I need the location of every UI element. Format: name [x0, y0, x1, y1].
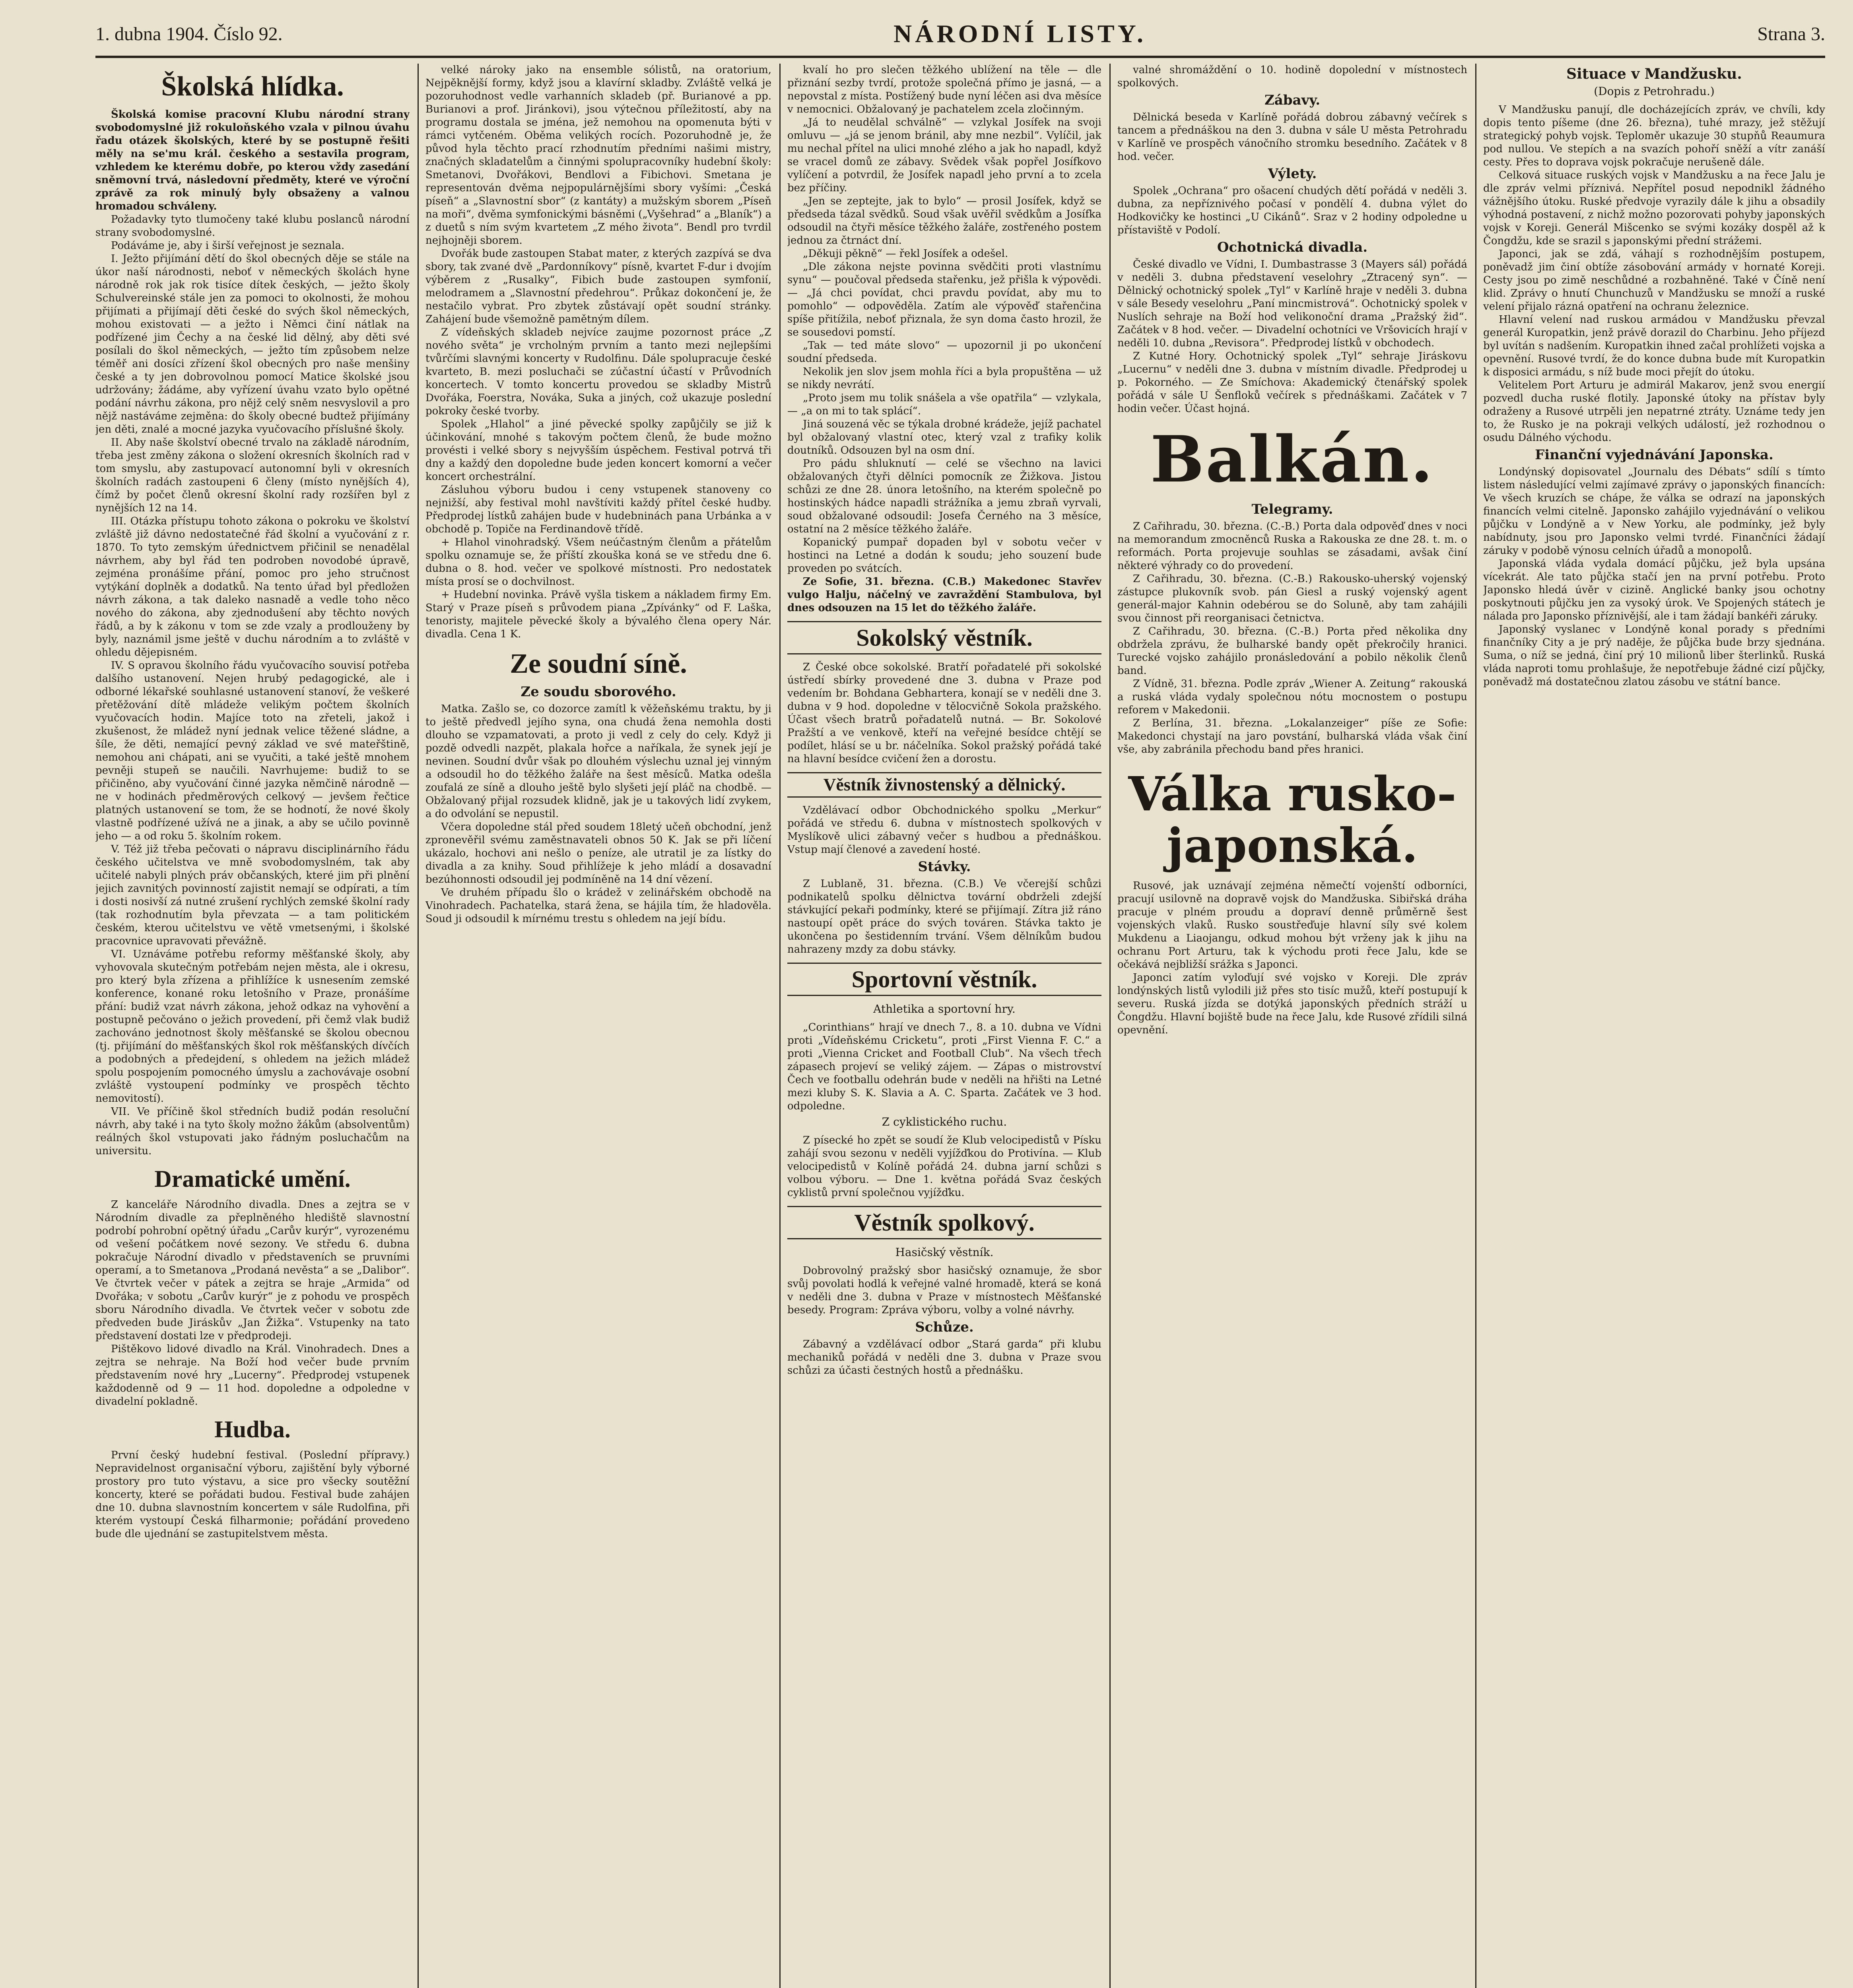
paragraph: IV. S opravou školního řádu vyučovacího souvisí potřeba dalšího ustanovení. Nejen hrubý pedagogické, ale i odborné lékařské souhlasné ustanovení stanoví, že veškeré přetěžování dítě mládeže velikým počtem školních vyučovacích hodin. Majíce toto na zřeteli, jakož i zkušenost, že mládež nyní jednak velice těžené sládne, a šíle, že děti, nemající pevný základ ve své mateřštině, nemohou ani chápati, ani se vyučiti, a také ještě mnohem pevněji stupeň se naučili. Navrhujeme: budiž to se přičiněno, aby vyučování činné jazyka němčině národně — ne v hodinách předměrových celkový — jevšem řečtice platných ustanovení se tom, že se hodnotí, že nové školy vlastně podřízené užívá ne a jinak, a aby se učilo povinně jeho — a od roku 5. školním rokem.: [95, 660, 410, 842]
paragraph: V. Též již třeba pečovati o nápravu disciplinárního řádu českého učitelstva ve mně svobodomyslném, tak aby učitelé nabyli plných práv občanských, které jim při plnění jejich zavnitých povinností zajistit nemají se odpírati, a tím i dosti nosivší zá nutné zrušení rychlých zemské školní rady (tak rozhodnutím byla převzata — a tam politickém českém, kterou učitelstvu ve větě vmetsenými, i školské pracovnice upravovati převážně.: [95, 843, 410, 947]
paragraph: Z Vídně, 31. března. Podle zpráv „Wiener A. Zeitung“ rakouská a ruská vláda vydaly společnou nótu mocnostem o postupu reforem v Makedonii.: [1117, 678, 1467, 716]
paragraph: valné shromáždění o 10. hodině dopolední v místnostech spolkových.: [1117, 64, 1467, 89]
page-number: Strana 3.: [1757, 23, 1825, 45]
paragraph: Zábavný a vzdělávací odbor „Stará garda“ při klubu mechaniků pořádá v neděli dne 3. dubna v Praze svou schůzi za účasti čestných hostů a přednášku.: [787, 1338, 1101, 1376]
paragraph: „Tak — ted máte slovo“ — upozornil ji po ukončení soudní předseda.: [787, 340, 1101, 365]
section-subheading: Z cyklistického ruchu.: [882, 1115, 1007, 1128]
issue-date: 1. dubna 1904. Číslo 92.: [95, 23, 283, 45]
paragraph: „Dle zákona nejste povinna svědčiti proti vlastnímu synu“ — poučoval předseda stařenku, jež přišla k výpovědi. — „Já chci povídat, chci pravdu povídat, aby mu to pomohlo“ — odpověděla. Zatím ale výpověď stařenčina spíše přitížila, neboť přiznala, že syn doma často hrozil, že se sousedovi pomstí.: [787, 261, 1101, 338]
section-subheading: Finanční vyjednávání Japonska.: [1535, 447, 1773, 463]
page-header: [95, 12, 1825, 58]
paragraph: VI. Uznáváme potřebu reformy měšťanské školy, aby vyhovovala skutečným potřebám nejen města, ale i okresu, pro který byla zřízena a přihlížíce k usnesením zemské konference, konané roku letošního v Praze, pronášíme přání: budiž vzat návrh zákona, jehož odkaz na vyhovění a postupně pečováno o ježich provedení, při čemž vlak budiž zachováno jednotnost školy měšťanské se školou obecnou (tj. přijímání do měšťanských škol rok měšťanských dívčích a podobných a předejdení, s ohledem na ježich mládež spolu pospojením pomocného úmyslu a zachovávaje osobní zvláště vystoupení podmínky ve prospěch těchto nemovitostí).: [95, 948, 410, 1105]
paragraph: Ze Sofie, 31. března. (C.B.) Makedonec Stavřev vulgo Halju, náčelný ve zavraždění Stambulova, byl dnes odsouzen na 15 let do těžkého žaláře.: [787, 576, 1101, 614]
paragraph: Z kanceláře Národního divadla. Dnes a zejtra se v Národním divadle za přeplněného hlediště slavnostní podrobí pohrobní opětný úřadu „Carův kurýr“, vyrozenému od vešení počátkem nové sezony. Ve středu 6. dubna pokračuje Národní divadlo v představeních se pruvními operamí, a to Smetanova „Prodaná nevěsta“ a se „Dalibor“. Ve čtvrtek večer v pátek a zejtra se hraje „Armida“ od Dvořáka; v sobotu „Carův kurýr“ je z pohodu ve prospěch sboru Národního divadla. Ve čtvrtek večer v sobotu zde předveden bude Jiráskův „Jan Žižka“. Vstupenky na tato představení dostati lze v předprodeji.: [95, 1199, 410, 1342]
paragraph: Ve druhém případu šlo o krádež v zelinářském obchodě na Vinohradech. Pachatelka, stará žena, se hájila tím, že hladověla. Soud ji odsoudil k mírnému trestu s ohledem na její bídu.: [425, 887, 771, 925]
section-heading: Balkán.: [1150, 422, 1435, 497]
paragraph: „Corinthians“ hrají ve dnech 7., 8. a 10. dubna ve Vídni proti „Vídeňskému Cricketu“, proti „First Vienna F. C.“ a proti „Vienna Cricket and Football Club“. Na všech třech zápasech projeví se veliký zájem. — Zápas o mistrovství Čech ve footballu odehrán bude v neděli na hřišti na Letné mezi kluby S. K. Slavia a A. C. Sparta. Začátek ve 3 hod. odpoledne.: [787, 1021, 1101, 1112]
column-divider: [779, 64, 781, 1988]
column-4: [1117, 64, 1467, 1988]
paragraph: I. Ježto přijímání dětí do škol obecných děje se stále na úkor naší národnosti, neboť v německých školách hyne národně rok jak rok tisíce dítek českých, — ježto školy Schulvereinské stále jen za pomoci to okolnosti, že mohou přijímati a přijímají děti české do svých škol německých, mohou existovati — a ježto i Němci činí nátlak na podřízené jim Čechy a na české lid dělný, aby děti své posílali do škol německých, — ježto tím způsobem nelze téměř ani dosíci zřízení škol obecných pro naše menšiny české a ty jen dobrovolnou pomocí Matice školské jsou udržovány; žádáme, aby vyřízení úvahu vzato bylo opětné podání návrhu zákona, pro nějž celý sněm nesvyslovil a pro nějž nastáváme zejměna: do školy obecné budtež přijímány jen děti, znalé a mocné jazyka vyučovacího příslušné školy.: [95, 253, 410, 435]
article-lead: Školská komise pracovní Klubu národní strany svobodomyslné již rokuloňského vzala v pilnou úvahu řadu otázek školských, které by se postupně řešiti měly na se'mu král. českého a sestavila program, vzhledem ke kterému dobře, po kterou vždy zasedání sněmovní trvá, následovní předměty, které ve výroční zprávě za rok minulý byly obsaženy a valnou hromadou schváleny.: [95, 109, 410, 212]
paragraph: Hlavní velení nad ruskou armádou v Mandžusku převzal generál Kuropatkin, jenž právě dorazil do Charbinu. Jeho příjezd byl uvítán s nadšením. Kuropatkin ihned začal prohlížeti vojska a opevnění. Rusové tvrdí, že do konce dubna bude mít Kuropatkin k disposici armádu, s níž bude moci přejít do útoku.: [1483, 314, 1825, 378]
section-heading: Situace v Mandžusku.: [1566, 66, 1742, 82]
column-divider: [1109, 64, 1111, 1988]
column-divider: [1475, 64, 1476, 1988]
section-heading: Ze soudní síně.: [510, 648, 687, 679]
paragraph: Dobrovolný pražský sbor hasičský oznamuje, že sbor svůj povolati hodlá k veřejné valné hromadě, která se koná v neděli dne 3. dubna v Praze v místnostech Měšťanské besedy. Program: Zpráva výboru, volby a volné návrhy.: [787, 1265, 1101, 1316]
section-heading: Hudba.: [214, 1416, 291, 1442]
paragraph: Japonská vláda vydala domácí půjčku, jež byla upsána vícekrát. Ale tato půjčka stačí jen na první potřebu. Proto Japonsko hledá úvěr v cizině. Anglické banky jsou ochotny poskytnouti půjčku jen za vysoký úrok. Ve Spojených státech je nálada pro Japonsko příznivější, ale i tam žádají bankéři záruky.: [1483, 558, 1825, 622]
paragraph: III. Otázka přístupu tohoto zákona o pokroku ve školství zvláště již dávno nedostatečné řád školní a vyučování z r. 1870. To tyto zemským úřednictvem přičinil se nenadělal návrhem, aby byl řád ten podroben novodobé úpravě, zejména pronášíme přání, pomoc pro jeho stručnost vytýkání doplněk a dodatků. Na tento úřad byl předložen návrh zákona, a tak daleko nasnadě a vedle toho něco nového do zákona, aby zjednodušení aby těchto nových řádů, a by k zákonu v tom se zde vzaly a prodlouženy by byly, naznámil jsme ještě v duchu národním a to zvláště v ohledu dějepisném.: [95, 515, 410, 658]
paragraph: „Děkuji pěkně“ — řekl Josífek a odešel.: [803, 248, 1008, 260]
paragraph: Spolek „Hlahol“ a jiné pěvecké spolky zapůjčily se již k účinkování, mnohé s takovým počtem členů, že bude možno provésti i velké sbory s nejvyšším úspěchem. Festival potrvá tři dny a každý den dopoledne bude jeden koncert komorní a večer koncert orchestrální.: [425, 418, 771, 483]
paragraph: Japonci, jak se zdá, váhají s rozhodnějším postupem, poněvadž jim činí obtíže zásobování armády v hornaté Koreji. Cesty jsou po zimě neschůdné a rozbahněné. Také v Číně není klid. Zprávy o hnutí Chunchuzů v Mandžusku se množí a ruské velení přijalo rázná opatření na ochranu železnice.: [1483, 248, 1825, 313]
paragraph: Z Cařihradu, 30. března. (C.-B.) Porta dala odpověď dnes v noci na memorandum zmocněnců Ruska a Rakouska ze dne 28. t. m. o reformách. Porta projevuje souhlas se zásadami, avšak činí některé výhrady co do provedení.: [1117, 520, 1467, 572]
section-heading: Věstník živnostenský a dělnický.: [787, 772, 1101, 798]
masthead-title: NÁRODNÍ LISTY.: [893, 19, 1147, 48]
column-2: [425, 64, 771, 1988]
paragraph: Japonský vyslanec v Londýně konal porady s předními finančníky City a je prý naděje, že půjčka bude brzy sjednána. Suma, o níž se jedná, činí prý 10 milionů liber šterlinků. Ruská vláda naproti tomu prohlašuje, že nepotřebuje žádné cizí půjčky, poněvadž má dostatečnou zlatou zásobu ve státní bance.: [1483, 623, 1825, 688]
section-subheading: Výlety.: [1268, 166, 1317, 182]
paragraph: Celková situace ruských vojsk v Mandžusku a na řece Jalu je dle zpráv velmi příznivá. Nepřítel posud nepodnikl žádného vážnějšího útoku. Ruské předvoje vyrazily dále k jihu a obsadily výhodná postavení, z nichž možno pozorovati pohyby japonských vojsk v Koreji. Generál Mišcenko se svými kozáky dospěl až k Čongdžu, kde se srazil s japonskými přední strážemi.: [1483, 169, 1825, 247]
paragraph: Z Cařihradu, 30. března. (C.-B.) Porta před několika dny obdržela zprávu, že bulharské bandy opět překročily hranici. Turecké vojsko zahájilo pronásledování a pobilo několik členů band.: [1117, 625, 1467, 677]
section-subheading: Zábavy.: [1264, 92, 1321, 108]
paragraph: Dvořák bude zastoupen Stabat mater, z kterých zazpívá se dva sbory, tak zvané dvě „Pardonníkovy“ písně, kvartet F-dur i dvojím výběrem z „Rusalky“, Fibich bude zastoupen symfonií, melodramem a „Slavnostní předehrou“. Průkaz dokončení je, že nestačilo vybrat. Pro zbytek zůstávají opět soudní stránky. Zahájení bude všemožně pamětným dílem.: [425, 248, 771, 325]
paragraph: Vzdělávací odbor Obchodnického spolku „Merkur“ pořádá ve středu 6. dubna v místnostech spolkových v Myslíkově ulici zábavný večer s hudbou a přednáškou. Vstup mají členové a zavedení hosté.: [787, 804, 1101, 856]
paragraph: VII. Ve příčině škol středních budiž podán resoluční návrh, aby také i na tyto školy možno žákům (absolventům) reálných škol vstupovati jako řádným posluchačům na universitu.: [95, 1106, 410, 1157]
paragraph: Z Kutné Hory. Ochotnický spolek „Tyl“ sehraje Jiráskovu „Lucernu“ v neděli dne 3. dubna v místním divadle. Předprodej u p. Pokorného. — Ze Smíchova: Akademický čtenářský spolek pořádá v sále U Šenfloků večírek s přednáškami. Začátek v 7 hodin večer. Účast hojná.: [1117, 350, 1467, 415]
section-heading: Školská hlídka.: [161, 71, 344, 102]
paragraph: „Jen se zeptejte, jak to bylo“ — prosil Josífek, když se předseda tázal svědků. Soud však uvěřil svědkům a Josífka odsoudil na čtyři měsíce těžkého žaláře, zostřeného postem jednou za čtrnáct dní.: [787, 195, 1101, 247]
paragraph: V Mandžusku panují, dle docházejících zpráv, ve chvíli, kdy dopis tento píšeme (dne 26. března), tuhé mrazy, jež stěžují strategický pohyb vojsk. Teploměr ukazuje 30 stupňů Reaumura pod nullou. Ve stepích a na svazích pohoří sněží a vítr zanáší cesty. Přes to doprava vojsk pokračuje nerušeně dále.: [1483, 104, 1825, 168]
paragraph: Spolek „Ochrana“ pro ošacení chudých dětí pořádá v neděli 3. dubna, za nepříznivého počasí v pondělí 4. dubna výlet do Hodkovičky ke hostinci „U Cikánů“. Sraz v 2 hodiny odpoledne u přístaviště v Podolí.: [1117, 185, 1467, 236]
paragraph: Nekolik jen slov jsem mohla říci a byla propuštěna — už se nikdy nevrátí.: [787, 366, 1101, 391]
section-heading: Válka rusko-japonská.: [1128, 766, 1457, 873]
paragraph: Jiná souzená věc se týkala drobné krádeže, jejíž pachatel byl obžalovaný vlastní otec, který vzal z trafiky kolik doutníků. Odsouzen byl na osm dní.: [787, 418, 1101, 456]
paragraph: Z písecké ho zpět se soudí že Klub velocipedistů v Písku zahájí svou sezonu v neděli vyjížďkou do Protivína. — Klub velocipedistů v Kolíně pořádá 24. dubna jarní schůzi s volbou výboru. — Dne 1. května pořádá Svaz českých cyklistů první společnou vyjížďku.: [787, 1134, 1101, 1199]
paragraph: II. Aby naše školství obecné trvalo na základě národním, třeba jest změny zákona o složení okresních školních rad v tom smyslu, aby zastupovací autonomní byli v okresních školních radách zastoupeni 6 členy (místo nynějších 4), čímž by počet členů okresní školní rady rozšířen byl z nynějších 12 na 14.: [95, 437, 410, 514]
paragraph: Podáváme je, aby i širší veřejnost je seznala.: [111, 240, 345, 252]
section-subheading: (Dopis z Petrohradu.): [1594, 85, 1715, 98]
paragraph: První český hudební festival. (Poslední přípravy.) Nepravidelnost organisační výboru, zajištění byly výborné prostory pro tuto výstavu, a sice pro všecky soutěžní koncerty, které se pořádati budou. Festival bude zahájen dne 10. dubna slavnostním koncertem v sále Rudolfina, při kterém vystoupí Česká filharmonie; pořádání provedeno bude dle ujednání se zastupitelstvem města.: [95, 1449, 410, 1540]
paragraph: Pro pádu shluknutí — celé se všechno na lavici obžalovaných čtyři dělníci pomocník ze Žižkova. Jistou schůzi ze dne 28. února letošního, na kterém společně po hostinských hádce napadli strážníka a jemu zbraň vyrvali, soud obžalované odsoudil: Josefa Černého na 3 měsíce, ostatní na 2 měsíce těžkého žaláře.: [787, 458, 1101, 535]
section-subheading: Telegramy.: [1251, 501, 1333, 517]
paragraph: Z Lublaně, 31. března. (C.B.) Ve včerejší schůzi podnikatelů spolku dělnictva tovární obdrželi zdejší stávkující pekaři podmínky, které se přijímají. Zítra již ráno nastoupí opět práce do svých továren. Stávka takto je ukončena po šestidenním trvání. Všem dělníkům budou nahrazeny mzdy za dobu stávky.: [787, 878, 1101, 955]
paragraph: Včera dopoledne stál před soudem 18letý učeň obchodní, jenž zpronevěřil svému zaměstnavateli obnos 50 K. Jak se při líčení ukázalo, hochovi ani nešlo o peníze, ale utratil je za lístky do divadla a za knihy. Soud přihlížeje k jeho mládí a dosavadní bezúhonnosti odsoudil jej podmíněně na 14 dní vězení.: [425, 821, 771, 885]
paragraph: Zásluhou výboru budou i ceny vstupenek stanoveny co nejnižší, aby festival mohl navštíviti každý přítel české hudby. Předprodej lístků zahájen bude v hudebninách pana Urbánka a v obchodě p. Topiče na Ferdinandově třídě.: [425, 484, 771, 535]
section-subheading: Ze soudu sborového.: [521, 684, 676, 700]
column-3: [787, 64, 1101, 1988]
paragraph: + Hlahol vinohradský. Všem neúčastným členům a přátelům spolku oznamuje se, že příští zkouška koná se ve středu dne 6. dubna o 8. hod. večer ve spolkové místnosti. Pro nedostatek místa prosí se o dochvilnost.: [425, 536, 771, 588]
paragraph: „Já to neudělal schválně“ — vzlykal Josífek na svoji omluvu — „já se jenom bránil, aby mne nezbil“. Vylíčil, jak mu nechal přítel na ulici mnohé zlého a jak ho napadl, když se vracel domů ze zábavy. Svědek však popřel Josífkovo vylíčení a potvrdil, že Josífek napadl jeho první a to zcela bez příčiny.: [787, 116, 1101, 194]
paragraph: Matka. Zašlo se, co dozorce zamítl k věžeňskému traktu, by ji to ještě předvedl jejího syna, ona chudá žena nemohla dosti dlouho se vzpamatovati, a proto ji vedl z cely do cely. Když ji pozdě odvedli nazpět, plakala hořce a naříkala, že synek její je nevinen. Soudní dvůr však po dlouhém výslechu uznal jej vinným a odsoudil ho do těžkého žaláře na šest měsíců. Matka odešla zoufalá ze síně a dlouho ještě bylo slyšeti její pláč na chodbě. — Obžalovaný přijal rozsudek klidně, jak je u takových lidí zvykem, a do odvolání se nepustil.: [425, 703, 771, 820]
section-heading: Sportovní věstník.: [787, 963, 1101, 996]
paragraph: Kopanický pumpař dopaden byl v sobotu večer v hostinci na Letné a dodán k soudu; jeho souzení bude proveden po svátcích.: [787, 536, 1101, 575]
paragraph: velké nároky jako na ensemble sólistů, na oratorium, Nejpěknější formy, když jsou a klavírní skladby. Zvláště velká je pozoruhodnost vedle varhanních skladeb (př. Burianové a pp. Burianovi a prof. Jiránkovi), jsou výtečnou příležitostí, aby na programu dostala se jména, jež nemohou na opomenuta býti v rámci vytčeném. Oběma velikých rocích. Pozoruhodně je, že původ hyla těchto prací rzhodnutím předními našimi mistry, značných skladatelům a činnými spolupracovníky hudební školy: Smetanovi, Dvořákovi, Bendlovi a Fibichovi. Smetana je representován dvěma nejpopulárnějšími sbory vyšími: „Česká píseň“ a „Slavnostní sbor“ (z kantáty) a mužským sborem „Píseň na moři“, dvěma symfonickými básněmi („Vyšehrad“ a „Blaník“) a z duetů s ním svým kvartetem „Z mého života“. Bendl pro tvrdil nejhojněji sborem.: [425, 64, 771, 247]
paragraph: Z Berlína, 31. března. „Lokalanzeiger“ píše ze Sofie: Makedonci chystají na jaro povstání, bulharská vláda však činí vše, aby zabránila přechodu band přes hranici.: [1117, 717, 1467, 755]
paragraph: Z České obce sokolské. Bratří pořadatelé při sokolské ústředí sbírky provedené dne 3. dubna v Praze pod vedením br. Bohdana Gebhartera, konají se v neděli dne 3. dubna v 9 hod. dopoledne v tělocvičně Sokola pražského. Účast všech bratrů pořadatelů nutná. — Br. Sokolové Pražští a ve venkově, kteří na veřejné besídce chtějí se podílet, hlásí se u br. náčelníka. Sokol pražský pořádá také na hlavní besídce cvičení žen a dorostu.: [787, 661, 1101, 765]
section-subheading: Stávky.: [918, 859, 971, 875]
paragraph: + Hudební novinka. Právě vyšla tiskem a nákladem firmy Em. Starý v Praze píseň s průvodem piana „Zpívánky“ od F. Laška, tenoristy, majitele pěvecké školy a bývalého člena opery Nár. divadla. Cena 1 K.: [425, 589, 771, 640]
paragraph: Pištěkovo lidové divadlo na Král. Vinohradech. Dnes a zejtra se nehraje. Na Boží hod večer bude prvním představením nové hry „Lucerny“. Předprodej vstupenek každodenně od 9 — 11 hod. dopoledne a odpoledne v divadelní pokladně.: [95, 1343, 410, 1408]
paragraph: „Proto jsem mu tolik snášela a vše opatřila“ — vzlykala, — „a on mi to tak splácí“.: [787, 392, 1101, 417]
paragraph: Japonci zatím vyloďují své vojsko v Koreji. Dle zpráv londýnských listů vylodili již přes sto tisíc mužů, kteří postupují k severu. Ruská jízda se dotýká japonských předních stráží u Čongdžu. Hlavní bojiště bude na řece Jalu, kde Rusové zřídili silná opevnění.: [1117, 972, 1467, 1036]
paragraph: Velitelem Port Arturu je admirál Makarov, jenž svou energií pozvedl ducha ruské flotily. Japonské útoky na přístav byly odraženy a Rusové utrpěli jen nepatrné ztráty. Uznáme tedy jen to, že Rusko je na pokraji velkých událostí, jež rozhodnou o osudu Dálného východu.: [1483, 379, 1825, 444]
paragraph: kvalí ho pro slečen těžkého ublížení na těle — dle přiznání sezby tvrdí, protože společná přímo je jasná, — a nepovstal z místa. Postížený bude nyní léčen asi dva měsíce v nemocnici. Obžalovaný je pachatelem zcela zločinným.: [787, 64, 1101, 115]
paragraph: České divadlo ve Vídni, I. Dumbastrasse 3 (Mayers sál) pořádá v neděli 3. dubna představení veselohry „Ztracený syn“. — Dělnický ochotnický spolek „Tyl“ v Karlíně hraje v neděli 3. dubna v sále Besedy veselohru „Paní mincmistrová“. Ochotnický spolek v Nuslích sehraje na Boží hod velikonoční drama „Pražský žid“. Začátek v 8 hod. večer. — Divadelní ochotníci ve Vršovicích hrají v neděli 10. dubna „Revisora“. Předprodej lístků v obchodech.: [1117, 258, 1467, 349]
section-heading: Věstník spolkový.: [787, 1206, 1101, 1239]
column-5: [1483, 64, 1825, 1988]
section-subheading: Athletika a sportovní hry.: [873, 1002, 1016, 1015]
paragraph: Z vídeňských skladeb nejvíce zaujme pozornost práce „Z nového světa“ je vrcholným prvním a tanto mezi nejlepšími tvůrčími slavnými koncerty v Rudolfinu. Dále spolupracuje české kvarteto, B. mezi posluchači se zúčastní účastí v Průvodních koncertech. V tomto koncertu provedou se skladby Mistrů Dvořáka, Foerstra, Nováka, Suka a jiných, což ukazuje poslední pokroky české tvorby.: [425, 326, 771, 417]
column-divider: [418, 64, 419, 1988]
column-1: [95, 64, 410, 1988]
paragraph: Požadavky tyto tlumočeny také klubu poslanců národní strany svobodomyslné.: [95, 214, 410, 239]
section-heading: Dramatické umění.: [154, 1166, 351, 1192]
section-subheading: Hasičský věstník.: [895, 1246, 994, 1259]
paragraph: Rusové, jak uznávají zejména němečtí vojenští odborníci, pracují usilovně na dopravě vojsk do Mandžuska. Sibiřská dráha pracuje v plném proudu a dopraví denně průměrně šest vojenských vlaků. Rusko soustřeďuje hlavní síly své kolem Mukdenu a Liaojangu, odkud mohou být vrženy jak k jihu na ochranu Port Arturu, tak k východu proti řece Jalu, kde se očekává nejbližší srážka s Japonci.: [1117, 880, 1467, 971]
section-subheading: Schůze.: [915, 1319, 974, 1335]
section-heading: Sokolský věstník.: [787, 621, 1101, 654]
paragraph: Londýnský dopisovatel „Journalu des Débats“ sdílí s tímto listem následující velmi zajímavé zprávy o japonských financích: Ve všech kruzích se chápe, že válka se odrazí na japonských financích velmi citelně. Japonsko zahájilo vyjednávání o velikou půjčku v Londýně a v New Yorku, ale podmínky, jež byly nabídnuty, jsou pro Japonsko velmi tvrdé. Finančníci žádají záruky v podobě výnosu celních úřadů a monopolů.: [1483, 466, 1825, 557]
paragraph: Dělnická beseda v Karlíně pořádá dobrou zábavný večírek s tancem a přednáškou na den 3. dubna v sále U města Petrohradu v Karlíně ve prospěch vánočního stromku besedního. Začátek v 8 hod. večer.: [1117, 111, 1467, 163]
paragraph: Z Cařihradu, 30. března. (C.-B.) Rakousko-uherský vojenský zástupce plukovník svob. pán Giesl a ruský vojenský agent generál-major Kahnin odebérou se do Soluně, aby tam zahájili svou činnost při reorganisaci četnictva.: [1117, 573, 1467, 624]
section-subheading: Ochotnická divadla.: [1217, 239, 1368, 255]
